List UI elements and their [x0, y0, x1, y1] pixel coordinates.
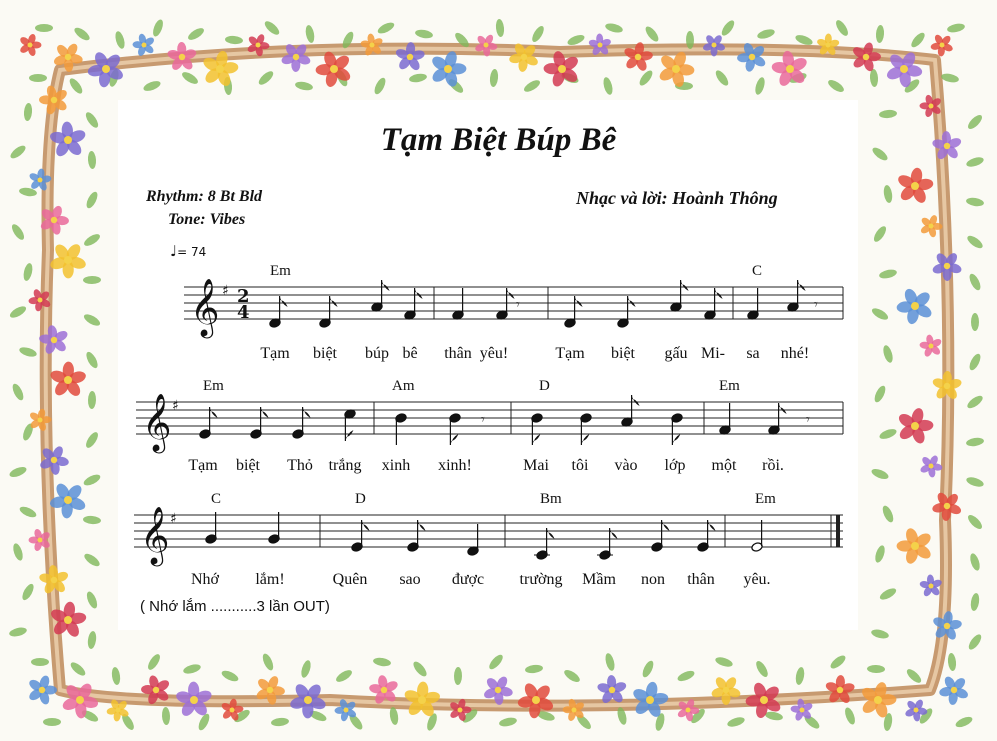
- lyric-syllable: nhé!: [780, 345, 810, 362]
- tempo-value: = 74: [177, 245, 207, 259]
- lyric-syllable: búp: [365, 345, 389, 362]
- lyric-syllable: được: [451, 571, 485, 588]
- eighth-rest-icon: 𝄾: [814, 297, 818, 313]
- lyric-syllable: sa: [746, 345, 760, 362]
- lyric-syllable: xinh: [381, 457, 411, 474]
- eighth-note: [597, 528, 618, 560]
- quarter-note: [747, 288, 759, 320]
- treble-clef-icon: 𝄞: [140, 506, 170, 564]
- eighth-note: [671, 413, 683, 445]
- eighth-note: [496, 288, 515, 320]
- treble-clef-icon: 𝄞: [142, 393, 172, 451]
- lyric-syllable: rồi.: [762, 457, 784, 474]
- staff-system-2: [136, 402, 843, 434]
- eighth-note: [449, 413, 461, 445]
- lyric-syllable: sao: [399, 571, 421, 588]
- lyric-syllable: Nhớ: [190, 571, 220, 588]
- eighth-note: [531, 413, 543, 445]
- chord-symbol: C: [752, 263, 763, 279]
- eighth-note: [319, 296, 338, 328]
- chord-symbol: Em: [203, 378, 224, 394]
- lyric-syllable: gấu: [664, 345, 688, 362]
- lyric-syllable: lớp: [664, 457, 686, 474]
- chord-symbol: D: [539, 378, 550, 394]
- lyric-syllable: Mi-: [701, 345, 725, 362]
- quarter-note: [395, 413, 407, 445]
- eighth-note: [621, 395, 640, 427]
- eighth-note: [617, 296, 636, 328]
- chord-symbol: Am: [392, 378, 415, 394]
- lyric-syllable: tôi: [571, 457, 589, 474]
- lyric-syllable: Mai: [523, 457, 549, 474]
- lyric-syllable: Tạm: [260, 345, 290, 362]
- chord-symbol: Bm: [540, 491, 562, 507]
- quarter-note: [719, 403, 731, 435]
- lyric-syllable: Mầm: [582, 571, 616, 588]
- lyric-syllable: lắm!: [255, 571, 285, 588]
- eighth-note: [787, 280, 806, 312]
- song-title: Tạm Biệt Búp Bê: [380, 122, 617, 158]
- lyric-syllable: Thỏ: [287, 457, 313, 474]
- half-note: [751, 520, 763, 552]
- outro-note: ( Nhớ lắm ...........3 lần OUT): [140, 598, 330, 615]
- lyric-syllable: Tạm: [555, 345, 585, 362]
- eighth-rest-icon: 𝄾: [516, 297, 520, 313]
- lyric-syllable: biệt: [313, 345, 337, 362]
- key-signature-sharp-icon: ♯: [170, 511, 177, 527]
- lyric-syllable: vào: [614, 457, 638, 474]
- quarter-note: [467, 524, 479, 556]
- eighth-note: [580, 413, 592, 445]
- eighth-note: [371, 280, 390, 312]
- eighth-note: [269, 296, 288, 328]
- lyric-syllable: xinh!: [438, 457, 472, 474]
- chord-symbol: Em: [270, 263, 291, 279]
- quarter-note-icon: ♩: [170, 242, 178, 260]
- quarter-note: [268, 512, 280, 544]
- eighth-note: [704, 288, 723, 320]
- lyric-syllable: bê: [402, 345, 418, 362]
- composer-credit: Nhạc và lời: Hoành Thông: [576, 188, 778, 208]
- chord-symbol: Em: [719, 378, 740, 394]
- lyric-syllable: yêu.: [743, 571, 771, 588]
- eighth-note: [534, 528, 555, 560]
- time-signature-top: 2: [237, 286, 250, 307]
- eighth-note: [404, 288, 423, 320]
- quarter-note: [205, 512, 217, 544]
- eighth-rest-icon: 𝄾: [481, 412, 485, 428]
- rhythm-label: Rhythm: 8 Bt Bld: [146, 188, 263, 205]
- eighth-note: [564, 296, 583, 328]
- chord-symbol: C: [211, 491, 222, 507]
- key-signature-sharp-icon: ♯: [222, 283, 229, 299]
- treble-clef-icon: 𝄞: [190, 278, 220, 336]
- lyric-syllable: yêu!: [479, 345, 509, 362]
- lyric-syllable: trường: [519, 571, 563, 588]
- eighth-note: [344, 409, 356, 441]
- chord-symbol: Em: [755, 491, 776, 507]
- lyric-syllable: Quên: [332, 571, 368, 588]
- lyric-syllable: biệt: [236, 457, 260, 474]
- lyric-syllable: một: [711, 457, 737, 474]
- lyric-syllable: Tạm: [188, 457, 218, 474]
- staff-system-3: [134, 515, 843, 547]
- chord-symbol: D: [355, 491, 366, 507]
- key-signature-sharp-icon: ♯: [172, 398, 179, 414]
- tone-label: Tone: Vibes: [168, 211, 246, 228]
- eighth-note: [768, 403, 787, 435]
- time-signature-bottom: 4: [237, 302, 250, 323]
- lyric-syllable: biệt: [611, 345, 635, 362]
- eighth-note: [670, 280, 689, 312]
- quarter-note: [452, 288, 464, 320]
- lyric-syllable: trắng: [328, 457, 362, 474]
- lyric-syllable: thân: [687, 571, 715, 588]
- eighth-rest-icon: 𝄾: [806, 412, 810, 428]
- lyric-syllable: non: [641, 571, 665, 588]
- lyric-syllable: thân: [444, 345, 472, 362]
